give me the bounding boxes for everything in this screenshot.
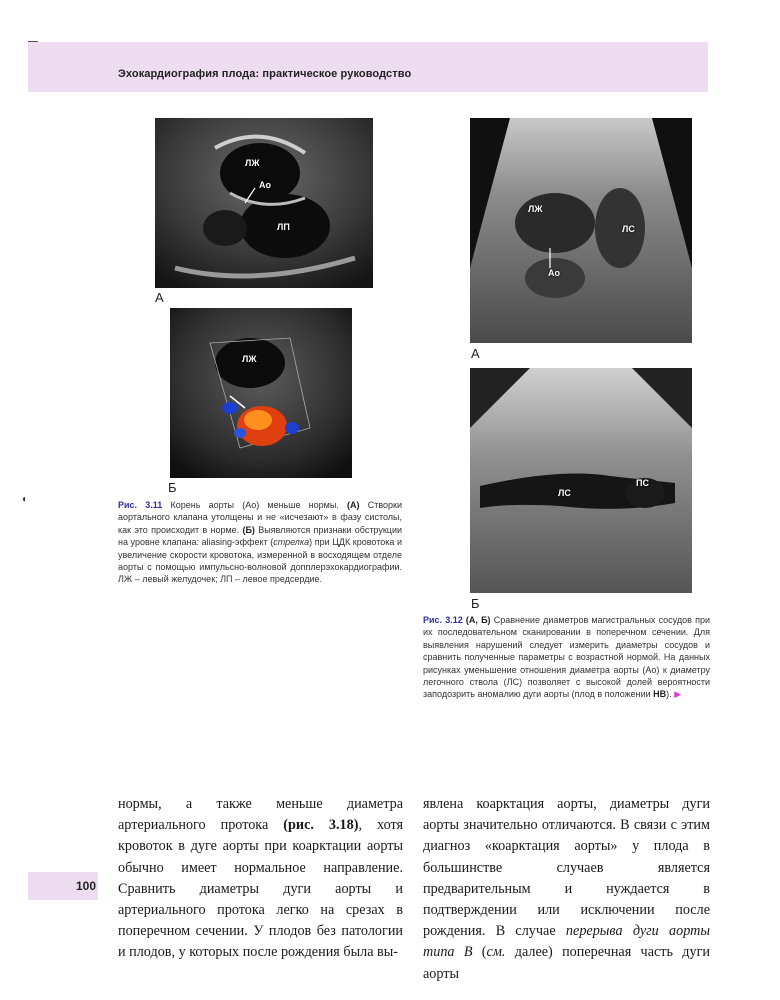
label-la: ЛП	[277, 222, 290, 232]
figure-label: Рис. 3.11	[118, 500, 163, 510]
continue-marker-icon: ▶	[674, 689, 682, 700]
page-number: 100	[76, 879, 97, 893]
label-pv: ПС	[636, 478, 649, 488]
panel-letter-3-12-a: А	[471, 346, 480, 361]
caption-figure-3-11: Рис. 3.11 Корень аорты (Ао) меньше нормы. (А) Створки аортального клапана утолщены и не «исчезают» в фазу систолы, как это происходит в норме. (Б) Выявляются признаки обструкции на уровне клапана: aliasing-эффект (стрелка) при ЦДК кровотока и увеличение скорости кровотока, измеренной в восходящем отделе аорты с помощью импульсно-волновой допплерэхокардиографии. ЛЖ – левый желудочек; ЛП – левое предсердие.	[118, 500, 402, 585]
label-pa: ЛС	[622, 224, 635, 234]
figure-label: Рис. 3.12	[423, 615, 463, 625]
label-ao: Ао	[548, 268, 560, 278]
ultrasound-image-3-12-b	[470, 368, 692, 593]
label-lv: ЛЖ	[245, 158, 260, 168]
panel-letter-3-11-b: Б	[168, 480, 177, 495]
caption-figure-3-12: Рис. 3.12 (А, Б) Сравнение диаметров магистральных сосудов при их последовательном сканировании в поперечном сечении. Для выявления нарушений следует измерить диаметры сосудов и сравнить полученные параметры с возрастной нормой. На данных рисунках уменьшение отношения диаметра аорты (Ао) к диаметру легочного ствола (ЛС) позволяет с высокой долей вероятности заподозрить аномалию дуги аорты (плод в положении НВ). ▶	[423, 615, 710, 700]
figure-reference: (рис. 3.18)	[283, 817, 359, 834]
body-column-left: нормы, а также меньше диаметра артериального протока (рис. 3.18), хотя кровоток в дуге аорты при коарктации аорты обычно имеет нормальное направление. Сравнить диаметры дуги аорты и артериального протока легко на срезах в поперечном сечении. У плодов без патологии и плодов, у которых после рождения была вы-	[118, 796, 404, 961]
body-column-right: явлена коарктация аорты, диаметры дуги аорты значительно отличаются. В связи с этим диагноз «коарктация аорты» у плода в большинстве случаев является предварительным и нуждается в подтверждении или исключении после рождения. В случае перерыва дуги аорты типа В (см. далее) поперечная часть дуги аорты	[423, 796, 710, 982]
doppler-image-3-11-b	[170, 308, 352, 478]
ultrasound-image-3-12-a	[470, 118, 692, 343]
margin-marker-icon: ◐	[22, 494, 29, 505]
running-header-band	[28, 42, 708, 92]
label-lv: ЛЖ	[528, 204, 543, 214]
label-lv: ЛЖ	[242, 354, 257, 364]
label-ao: Ао	[259, 180, 271, 190]
ultrasound-image-3-11-a	[155, 118, 373, 288]
running-header-title: Эхокардиография плода: практическое руководство	[118, 68, 412, 80]
label-pa: ЛС	[558, 488, 571, 498]
panel-letter-3-11-a: А	[155, 290, 164, 305]
panel-letter-3-12-b: Б	[471, 596, 480, 611]
